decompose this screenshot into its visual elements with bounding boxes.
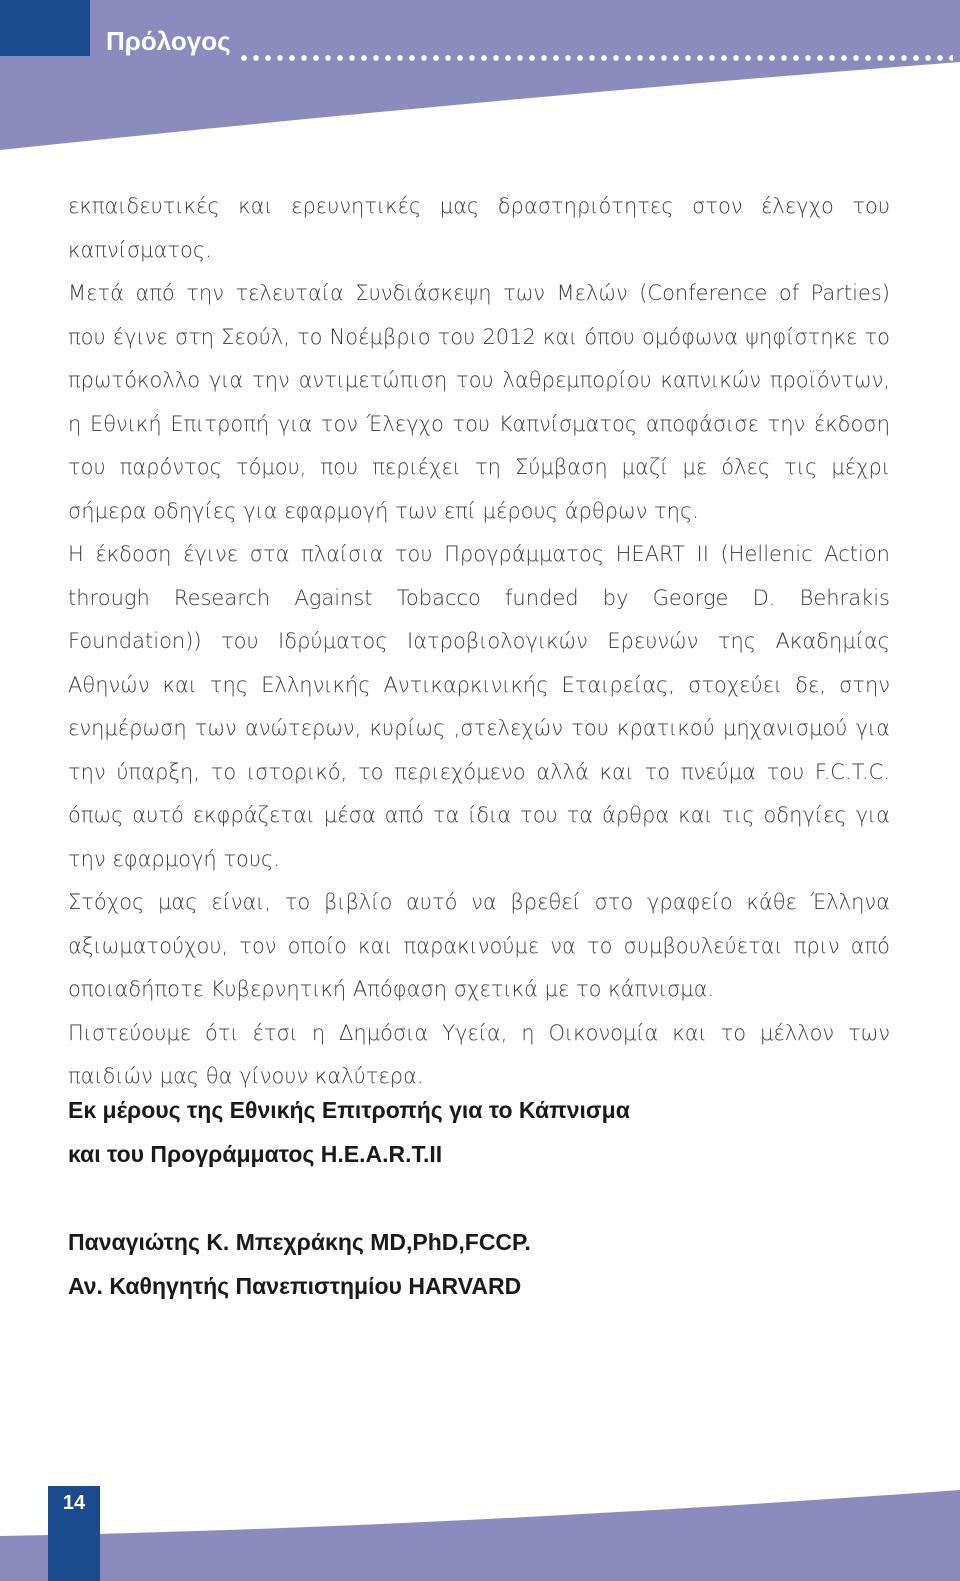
signature-name: Παναγιώτης Κ. Μπεχράκης MD,PhD,FCCP.	[68, 1229, 531, 1255]
header-accent-square	[0, 0, 90, 56]
header-band	[0, 0, 960, 160]
paragraph-5: Πιστεύουμε ότι έτσι η Δημόσια Υγεία, η Οικονομία και το μέλλον των παιδιών μας θα γίνουν καλύτερα.	[68, 1020, 890, 1088]
page-title: Πρόλογος	[106, 26, 231, 56]
body-text	[68, 185, 890, 1099]
signature-line-1: Εκ μέρους της Εθνικής Επιτροπής για το Κάπνισμα	[68, 1097, 630, 1123]
paragraph-1: εκπαιδευτικές και ερευνητικές μας δραστηριότητες στον έλεγχο του καπνίσματος.	[68, 194, 890, 262]
header-dotted-leader	[238, 53, 953, 63]
paragraph-2: Μετά από την τελευταία Συνδιάσκεψη των Μελών (Conference of Parties) που έγινε στη Σεούλ, το Νοέμβριο του 2012 και όπου ομόφωνα ψηφίστηκε το πρωτόκολλο για την αντιμετώπιση του λαθρεμπορίου καπνικών προϊόντων, η Εθνική Επιτροπή για τον Έλεγχο του Καπνίσματος αποφάσισε την έκδοση του παρόντος τόμου, που περιέχει τη Σύμβαση μαζί με όλες τις μέχρι σήμερα οδηγίες για εφαρμογή των επί μέρους άρθρων της.	[68, 281, 890, 523]
signature-title: Αν. Καθηγητής Πανεπιστημίου HARVARD	[68, 1273, 522, 1299]
signature-block	[68, 1088, 890, 1308]
footer-band	[0, 1490, 960, 1581]
page-number: 14	[62, 1492, 86, 1514]
paragraph-3: Η έκδοση έγινε στα πλαίσια του Προγράμματος HEART II (Hellenic Action through Research Against Tobacco funded by George D. Behrakis Foundation)) του Ιδρύματος Ιατροβιολογικών Ερευνών της Ακαδημίας Αθηνών και της Ελληνικής Αντικαρκινικής Εταιρείας, στοχεύει δε, στην ενημέρωση των ανώτερων, κυρίως ,στελεχών του κρατικού μηχανισμού για την ύπαρξη, το ιστορικό, το περιεχόμενο αλλά και το πνεύμα του F.C.T.C. όπως αυτό εκφράζεται μέσα από τα ίδια του τα άρθρα και τις οδηγίες για την εφαρμογή τους.	[68, 542, 890, 871]
signature-line-2: και του Προγράμματος H.E.A.R.T.II	[68, 1141, 443, 1167]
paragraph-4: Στόχος μας είναι, το βιβλίο αυτό να βρεθεί στο γραφείο κάθε Έλληνα αξιωματούχου, τον οποίο και παρακινούμε να το συμβουλεύεται πριν από οποιαδήποτε Κυβερνητική Απόφαση σχετικά με το κάπνισμα.	[68, 890, 890, 1001]
